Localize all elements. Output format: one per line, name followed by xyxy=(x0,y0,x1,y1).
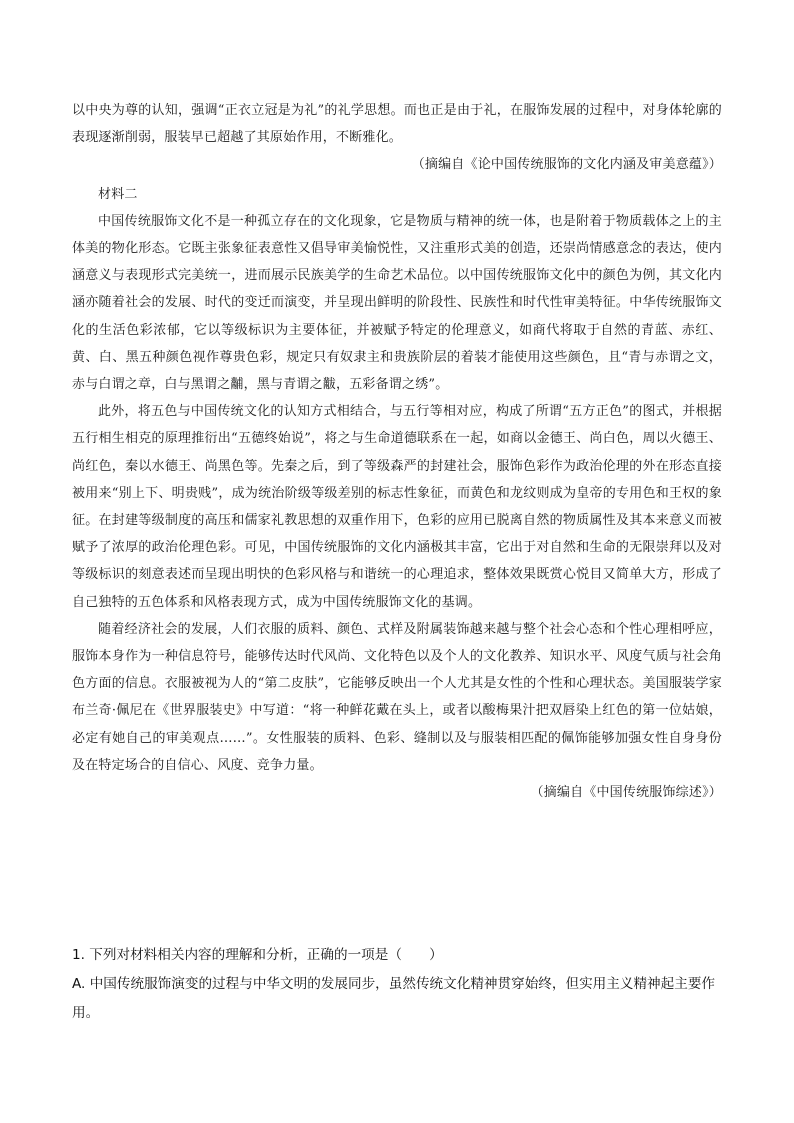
material-two-paragraph-1: 中国传统服饰文化不是一种孤立存在的文化现象，它是物质与精神的统一体，也是附着于物质载体之上的主体美的物化形态。它既主张象征表意性又倡导审美愉悦性，又注重形式美的创造，还崇尚情感意念的表达，使内涵意义与表现形式完美统一，进而展示民族美学的生命艺术品位。以中国传统服饰文化中的颜色为例，其文化内涵亦随着社会的发展、时代的变迁而演变，并呈现出鲜明的阶段性、民族性和时代性审美特征。中华传统服饰文化的生活色彩浓郁，它以等级标识为主要体征，并被赋予特定的伦理意义，如商代将取于自然的青蓝、赤红、黄、白、黑五种颜色视作尊贵色彩，规定只有奴隶主和贵族阶层的着装才能使用这些颜色，且“青与赤谓之文，赤与白谓之章，白与黑谓之黼，黑与青谓之黻，五彩备谓之绣”。 xyxy=(72,213,722,393)
paragraph-continued: 以中央为尊的认知，强调“正衣立冠是为礼”的礼学思想。而也正是由于礼，在服饰发展的过程中，对身体轮廓的表现逐渐削弱，服装早已超越了其原始作用，不断雅化。 xyxy=(72,103,722,146)
material-two-paragraph-3: 随着经济社会的发展，人们衣服的质料、颜色、式样及附属装饰越来越与整个社会心态和个性心理相呼应，服饰本身作为一种信息符号，能够传达时代风尚、文化特色以及个人的文化教养、知识水平、风度气质与社会角色方面的信息。衣服被视为人的“第二皮肤”，它能够反映出一个人尤其是女性的个性和心理状态。美国服装学家布兰奇·佩尼在《世界服装史》中写道：“将一种鲜花戴在头上，或者以酸梅果汁把双唇染上红色的第一位姑娘，必定有她自己的审美观点……”。女性服装的质料、色彩、缝制以及与服装相匹配的佩饰能够加强女性自身身份及在特定场合的自信心、风度、竞争力量。 xyxy=(72,621,722,773)
question-stem: 1. 下列对材料相关内容的理解和分析，正确的一项是（ ） xyxy=(72,947,443,963)
material-two-paragraph-2: 此外，将五色与中国传统文化的认知方式相结合，与五行等相对应，构成了所谓“五方正色”的图式，并根据五行相生相克的原理推衍出“五德终始说”，将之与生命道德联系在一起，如商以金德王、尚白色，周以火德王、尚红色，秦以水德王、尚黑色等。先秦之后，到了等级森严的封建社会，服饰色彩作为政治伦理的外在形态直接被用来“别上下、明贵贱”，成为统治阶级等级差别的标志性象征，而黄色和龙纹则成为皇帝的专用色和王权的象征。在封建等级制度的高压和儒家礼教思想的双重作用下，色彩的应用已脱离自然的物质属性及其本来意义而被赋予了浓厚的政治伦理色彩。可见，中国传统服饰的文化内涵极其丰富，它出于对自然和生命的无限崇拜以及对等级标识的刻意表述而呈现出明快的色彩风格与和谐统一的心理追求，整体效果既赏心悦目又简单大方，形成了自己独特的五色体系和风格表现方式，成为中国传统服饰文化的基调。 xyxy=(72,404,722,610)
source-citation-2: （摘编自《中国传统服饰综述》） xyxy=(530,785,722,801)
material-two-heading: 材料二 xyxy=(98,186,138,202)
option-a: A. 中国传统服饰演变的过程与中华文明的发展同步，虽然传统文化精神贯穿始终，但实用主义精神起主要作用。 xyxy=(72,976,716,1021)
source-citation-1: （摘编自《论中国传统服饰的文化内涵及审美意蕴》） xyxy=(411,157,722,173)
article-body xyxy=(72,97,722,806)
question-block xyxy=(72,941,722,1028)
